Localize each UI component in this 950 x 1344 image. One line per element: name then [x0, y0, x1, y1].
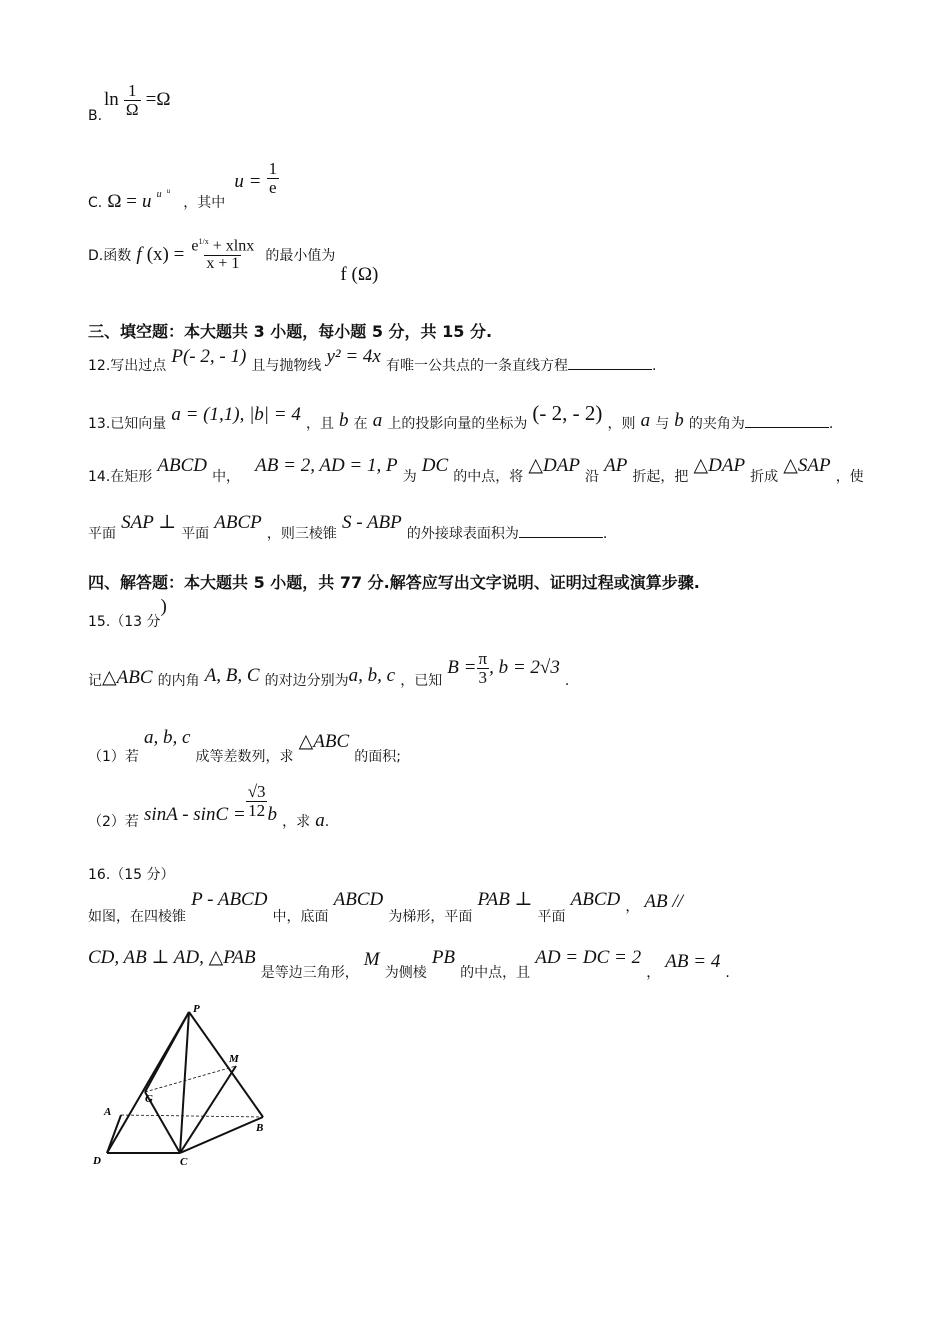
q16-l2-cond: CD, AB ⊥ AD, △PAB	[88, 947, 256, 968]
q13-vec: a = (1,1), |b| = 4	[171, 404, 301, 425]
q15-intro-mid: 的内角	[157, 672, 200, 689]
edge-PG	[145, 1012, 189, 1092]
q13-end: .	[828, 416, 834, 432]
q14-cond: AB = 2, AD = 1, P	[255, 455, 398, 476]
figure-solid-edges	[107, 1012, 263, 1153]
option-d-f: f	[136, 243, 142, 265]
option-c-label: C.	[88, 194, 103, 211]
q14-pre: 14.在矩形	[88, 469, 153, 485]
q16-label: 16.（15 分）	[88, 867, 175, 883]
figure-label-M: M	[229, 1053, 239, 1065]
q15-p2-b: b	[267, 803, 278, 825]
q16-eq2: AB = 4	[665, 951, 721, 972]
q16-l1-comma: ，	[625, 899, 640, 915]
option-d-min: f (Ω)	[340, 263, 379, 285]
q13-mid5: 与	[655, 416, 670, 432]
option-d-e: e	[191, 237, 199, 255]
q12-post: 有唯一公共点的一条直线方程	[385, 358, 568, 374]
q12-pre: 12.写出过点	[88, 358, 167, 374]
option-c-where: ，其中	[183, 194, 226, 211]
q16-abcd2: ABCD	[570, 889, 621, 910]
q13-post: 的夹角为	[688, 416, 745, 432]
q15-p1-mid: 成等差数列，求	[195, 749, 294, 765]
q14-sabp: S - ABP	[341, 512, 402, 533]
q15-p2-a: a	[315, 809, 325, 831]
q13-b1: b	[339, 410, 349, 431]
q13-pre: 13.已知向量	[88, 416, 167, 432]
q15-pi-fraction	[476, 650, 489, 687]
q15-angles: A, B, C	[204, 664, 260, 686]
q14-t3: ，则三棱锥	[266, 526, 337, 542]
q15-p1-tri: △ABC	[298, 731, 350, 752]
figure-label-C: C	[180, 1156, 188, 1168]
q15-pi: π	[478, 649, 488, 668]
q15-sides: a, b, c	[348, 664, 396, 686]
q15-intro-pre: 记	[88, 672, 102, 689]
option-b-num: 1	[127, 81, 137, 100]
edge-AB-hidden	[121, 1115, 263, 1117]
q14-post: 的外接球表面积为	[406, 526, 519, 542]
q15-intro-mid3: ，已知	[400, 672, 443, 689]
q15-intro	[88, 649, 570, 691]
q15-paren: )	[160, 596, 167, 617]
q14-rect: ABCD	[157, 455, 207, 476]
pyramid-figure	[88, 1000, 278, 1180]
q14-abcp: ABCP	[214, 512, 262, 533]
q13-answer-blank[interactable]	[745, 413, 829, 428]
q15-p2-den: 12	[248, 800, 266, 820]
q16-eq1: AD = DC = 2	[535, 947, 642, 968]
q12-mid: 且与抛物线	[251, 358, 322, 374]
q16-l1-zhong: 中，底面	[272, 909, 329, 925]
option-d-fraction	[189, 238, 256, 273]
option-c-den: e	[269, 177, 277, 197]
figure-label-P: P	[193, 1003, 200, 1015]
q15-label: 15.（13 分	[88, 614, 161, 630]
question-14-line-1	[88, 454, 864, 485]
option-b-expression	[104, 82, 170, 119]
option-d	[88, 237, 379, 285]
q15-tri: △ABC	[102, 666, 153, 688]
q14-answer-blank[interactable]	[519, 523, 603, 538]
figure-label-D: D	[93, 1155, 101, 1167]
q15-given-end: .	[564, 672, 570, 689]
q16-l2-end: .	[725, 965, 730, 981]
q13-mid4: ，则	[607, 416, 636, 432]
q14-shi: ，使	[835, 469, 864, 485]
q15-p2-mid: ，求	[282, 813, 311, 830]
q16-l2-t2: 为侧棱	[384, 965, 427, 981]
q14-sap: △SAP	[783, 455, 831, 476]
q13-mid: ，且	[305, 416, 334, 432]
q16-l2-t3: 的中点，且	[460, 965, 531, 981]
q15-label-row	[88, 596, 167, 630]
option-b-label: B.	[88, 108, 103, 124]
q14-t1: 的中点，将	[453, 469, 524, 485]
q16-pab: PAB ⊥	[477, 889, 533, 910]
option-c-u-eq: u =	[234, 170, 262, 192]
q14-dap: △DAP	[528, 455, 580, 476]
q15-intro-mid2: 的对边分别为	[264, 672, 349, 689]
q16-abcd: ABCD	[333, 889, 384, 910]
q16-ab-par: AB //	[644, 891, 683, 912]
q16-l1-mid: 为梯形，平面	[388, 909, 473, 925]
q14-pm1: 平面	[88, 526, 116, 542]
option-c-fraction	[267, 160, 280, 197]
q15-p2-eq: sinA - sinC =	[144, 803, 246, 825]
q13-mid3: 上的投影向量的坐标为	[387, 416, 528, 432]
figure-label-A: A	[104, 1106, 112, 1118]
q15-part-2	[88, 782, 330, 831]
q16-l2-comma: ，	[646, 965, 661, 981]
q12-point: P(- 2, - 1)	[171, 346, 247, 367]
option-d-num-rest: + xlnx	[208, 237, 255, 255]
q14-pm2: 平面	[181, 526, 210, 542]
q14-wei: 为	[402, 469, 417, 485]
q12-parabola: y² = 4x	[326, 346, 381, 367]
q14-sapperp: SAP ⊥	[121, 512, 177, 533]
q16-pb: PB	[431, 947, 456, 968]
option-c-num: 1	[268, 159, 278, 178]
q13-coord: (- 2, - 2)	[532, 401, 603, 425]
q15-given-B: B =	[447, 656, 477, 678]
q14-dap2: △DAP	[693, 455, 746, 476]
section-3-heading: 三、填空题：本大题共 3 小题，每小题 5 分，共 15 分.	[88, 322, 493, 341]
option-b-ln: ln	[104, 88, 119, 110]
figure-label-B: B	[256, 1122, 264, 1134]
q16-l2-t1: 是等边三角形，	[260, 965, 359, 981]
option-d-exp: 1/x	[198, 237, 209, 246]
q15-p2-end: .	[324, 813, 330, 830]
q12-answer-blank[interactable]	[568, 355, 652, 370]
q16-line-1	[88, 888, 683, 925]
option-d-x: (x) =	[146, 243, 185, 265]
option-c-expr: Ω =	[107, 190, 137, 212]
question-14-line-2	[88, 511, 608, 542]
q16-line-2	[88, 946, 730, 981]
q16-l1-pre: 如图，在四棱锥	[88, 909, 186, 925]
option-d-den: x + 1	[206, 255, 240, 273]
q15-p1-post: 的面积;	[354, 749, 401, 765]
question-12	[88, 346, 657, 374]
question-13	[88, 401, 834, 432]
option-b-rhs: =Ω	[145, 88, 171, 110]
q15-p2-pre: （2）若	[88, 813, 139, 830]
q13-b2: b	[674, 410, 684, 431]
q15-p2-num: √3	[247, 782, 266, 801]
q14-ap: AP	[604, 455, 628, 476]
q14-end: .	[602, 526, 608, 542]
q16-l1-pm: 平面	[537, 909, 566, 925]
option-c-u: u	[142, 190, 152, 212]
option-b-den: Ω	[125, 99, 139, 119]
q15-three: 3	[478, 667, 488, 687]
q15-part-1	[88, 726, 401, 765]
option-d-label: D.函数	[88, 247, 132, 264]
q12-end: .	[651, 358, 657, 374]
q15-p1-abc: a, b, c	[144, 727, 191, 748]
q15-p2-fraction	[246, 783, 268, 820]
option-d-num	[189, 238, 256, 255]
q16-pabcd: P - ABCD	[191, 889, 268, 910]
q14-zhong: 中，	[212, 469, 241, 485]
figure-label-G: G	[145, 1093, 153, 1105]
q16-m: M	[363, 949, 380, 970]
option-c-sup: u	[156, 188, 162, 200]
q15-p1-pre: （1）若	[88, 749, 139, 765]
q13-a1: a	[372, 410, 383, 431]
q14-t2: 折起，把	[632, 469, 689, 485]
edge-PC	[180, 1012, 189, 1153]
option-c	[88, 159, 279, 212]
q15-given-b: , b = 2√3	[489, 656, 560, 678]
option-c-supsup: u	[166, 186, 171, 195]
option-d-text: 的最小值为	[265, 247, 336, 264]
q13-a2: a	[640, 410, 651, 431]
section-4-heading: 四、解答题：本大题共 5 小题，共 77 分.解答应写出文字说明、证明过程或演算步骤.	[88, 573, 700, 592]
q14-dc: DC	[421, 455, 449, 476]
q13-mid2: 在	[353, 416, 368, 432]
edge-PB	[189, 1012, 263, 1117]
option-b-fraction	[124, 82, 141, 119]
q14-zhecheng: 折成	[750, 469, 779, 485]
q14-yan: 沿	[585, 469, 600, 485]
